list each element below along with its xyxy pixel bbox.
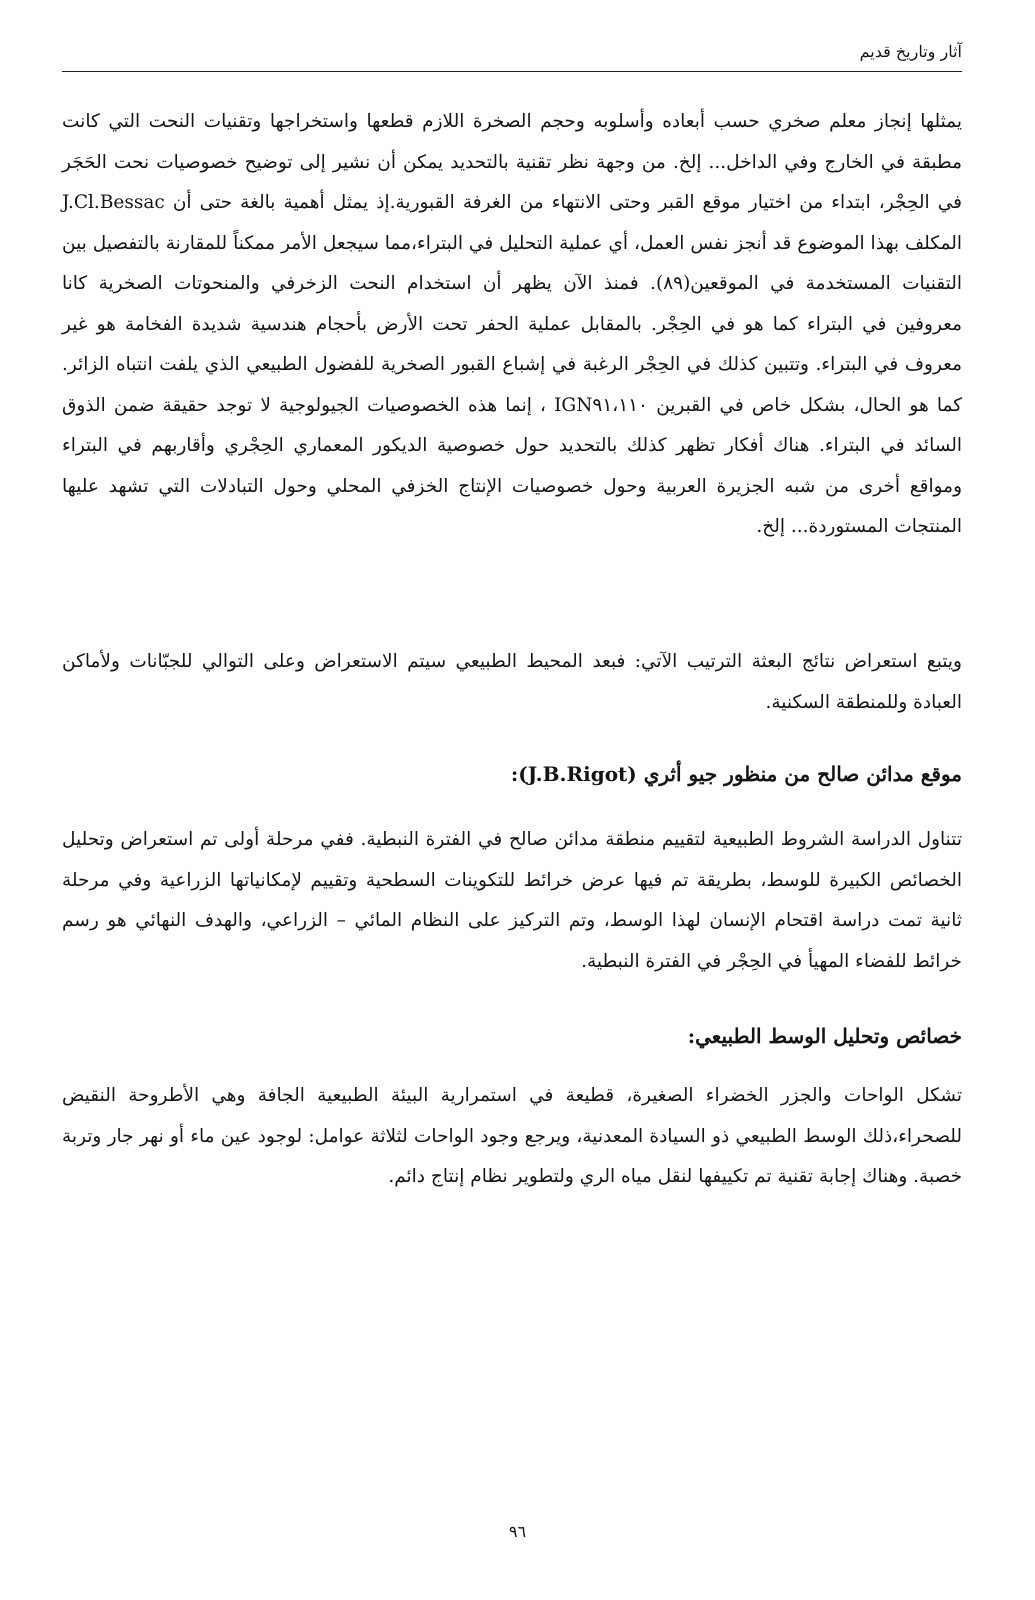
page-header xyxy=(62,38,962,72)
page-number: ٩٦ xyxy=(508,1522,527,1541)
paragraph-3: تتناول الدراسة الشروط الطبيعية لتقييم منطقة مدائن صالح في الفترة النبطية. ففي مرحلة أولى تم استعراض وتحليل الخصائص الكبيرة للوسط، بطريقة تم فيها عرض خرائط للتكوينات السطحية وتقييم لإمكانياتها الزراعية وفي مرحلة ثانية تمت دراسة اقتحام الإنسان لهذا الوسط، وتم التركيز على النظام المائي – الزراعي، والهدف النهائي هو رسم خرائط للفضاء المهيأ في الحِجْر في الفترة النبطية. xyxy=(62,829,962,972)
paragraph-4: تشكل الواحات والجزر الخضراء الصغيرة، قطيعة في استمرارية البيئة الطبيعية الجافة وهي الأطروحة النقيض للصحراء،ذلك الوسط الطبيعي ذو السيادة المعدنية، ويرجع وجود الواحات لثلاثة عوامل: لوجود عين ماء أو نهر جار وتربة خصبة. وهناك إجابة تقنية تم تكييفها لنقل مياه الري ولتطوير نظام إنتاج دائم. xyxy=(62,1085,962,1187)
paragraph-1: يمثلها إنجاز معلم صخري حسب أبعاده وأسلوبه وحجم الصخرة اللازم قطعها واستخراجها وتقنيات النحت التي كانت مطبقة في الخارج وفي الداخل... إلخ. من وجهة نظر تقنية بالتحديد يمكن أن نشير إلى توضيح خصوصيات نحت الحَجَر في الحِجْر، ابتداء من اختيار موقع القبر وحتى الانتهاء من الغرفة القبورية.إذ يمثل أهمية بالغة حتى أن J.Cl.Bessac المكلف بهذا الموضوع قد أنجز نفس العمل، أي عملية التحليل في البتراء،مما سيجعل الأمر ممكناً للمقارنة بالتفصيل بين التقنيات المستخدمة في الموقعين(٨٩). فمنذ الآن يظهر أن استخدام النحت الزخرفي والمنحوتات الصخرية كانا معروفين في البتراء كما هو في الحِجْر. بالمقابل عملية الحفر تحت الأرض بأحجام هندسية شديدة الفخامة هو غير معروف في البتراء. وتتبين كذلك في الحِجْر الرغبة في إشباع القبور الصخرية للفضول الطبيعي الذي يلفت انتباه الزائر. كما هو الحال، بشكل خاص في القبرين IGN٩١،١١٠ ، إنما هذه الخصوصيات الجيولوجية لا توجد حقيقة ضمن الذوق السائد في البتراء. هناك أفكار تظهر كذلك بالتحديد حول خصوصية الديكور المعماري الحِجْري وأقاربهم في البتراء ومواقع أخرى من شبه الجزيرة العربية وحول خصوصيات الإنتاج الخزفي المحلي وحول التبادلات التي تشهد عليها المنتجات المستوردة... إلخ. xyxy=(62,111,962,537)
running-title: آثار وتاريخ قديم xyxy=(859,42,962,61)
paragraph-2: ويتبع استعراض نتائج البعثة الترتيب الآتي: فبعد المحيط الطبيعي سيتم الاستعراض وعلى التوالي للجبّانات ولأماكن العبادة وللمنطقة السكنية. xyxy=(62,651,962,713)
header-rule xyxy=(62,71,962,72)
section-heading-1: موقع مدائن صالح من منظور جيو أثري (J.B.Rigot): xyxy=(510,762,962,786)
section-heading-2: خصائص وتحليل الوسط الطبيعي: xyxy=(687,1024,962,1048)
